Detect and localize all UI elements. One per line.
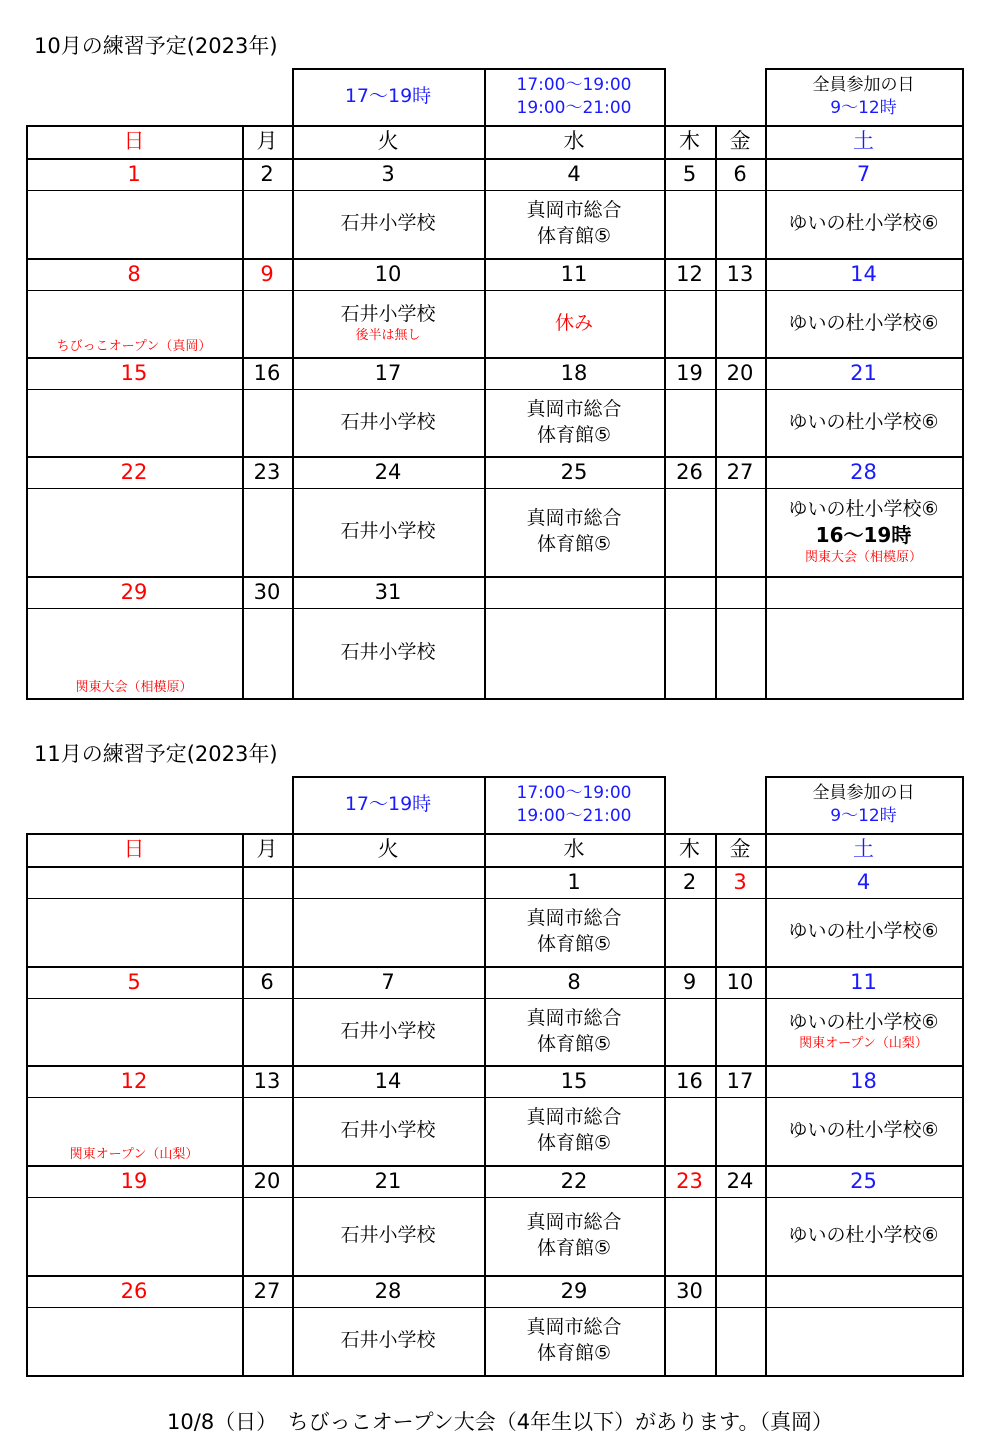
date-cell <box>242 1275 292 1307</box>
weekday-fri <box>715 125 765 158</box>
date-cell <box>484 1065 664 1097</box>
weekday-tue <box>292 833 484 866</box>
date-number: 16 <box>676 1068 703 1093</box>
weekday-label: 木 <box>679 837 700 862</box>
date-number: 18 <box>560 360 588 385</box>
date-number: 14 <box>850 261 877 286</box>
date-number: 22 <box>560 1168 588 1193</box>
date-number: 10 <box>374 261 402 286</box>
grid-line <box>26 258 962 260</box>
weekday-thu <box>664 833 715 866</box>
grid-line <box>26 488 962 489</box>
venue-text: ゆいの杜小学校⑥ <box>788 311 939 334</box>
date-number: 21 <box>374 1168 402 1193</box>
date-cell <box>26 158 242 190</box>
tue-activity <box>292 290 484 357</box>
date-number: 27 <box>253 1278 281 1303</box>
date-cell <box>664 456 715 488</box>
date-number: 28 <box>374 1278 402 1303</box>
date-number: 19 <box>676 360 703 385</box>
venue-text: 真岡市総合 <box>526 507 622 530</box>
date-cell <box>292 1065 484 1097</box>
grid-line <box>715 833 717 1377</box>
date-cell <box>242 456 292 488</box>
header-note-text: 17:00～19:00 <box>516 74 632 95</box>
date-cell <box>242 158 292 190</box>
date-number: 25 <box>850 1168 877 1193</box>
sat-note: 関東オープン（山梨） <box>799 1036 928 1052</box>
grid-line <box>26 966 962 968</box>
venue-text: 石井小学校 <box>340 520 436 543</box>
date-cell <box>292 456 484 488</box>
header-note-text: 19:00～21:00 <box>516 805 632 826</box>
date-number: 7 <box>856 161 871 186</box>
weekday-mon <box>242 833 292 866</box>
weekday-fri <box>715 833 765 866</box>
date-number: 11 <box>850 969 877 994</box>
grid-line <box>26 290 962 291</box>
date-cell <box>715 158 765 190</box>
venue-text: 石井小学校 <box>340 1224 436 1247</box>
venue-text: 体育館⑤ <box>536 933 612 955</box>
weekday-sun <box>26 833 242 866</box>
date-number: 3 <box>733 869 747 894</box>
grid-line <box>26 898 962 899</box>
venue-text: 体育館⑤ <box>536 1237 612 1259</box>
grid-line <box>292 68 294 700</box>
grid-line <box>26 389 962 390</box>
sun-note: ちびっこオープン（真岡） <box>56 339 212 354</box>
grid-line <box>242 833 244 1377</box>
wed-activity <box>484 1307 664 1375</box>
venue-text: ゆいの杜小学校⑥ <box>788 1010 939 1033</box>
date-cell <box>715 456 765 488</box>
venue-text: ゆいの杜小学校⑥ <box>788 1224 939 1247</box>
grid-line <box>26 1375 962 1377</box>
tue-note: 後半は無し <box>355 328 421 344</box>
weekday-wed <box>484 833 664 866</box>
date-number: 27 <box>726 459 754 484</box>
date-cell <box>765 1165 962 1197</box>
date-cell <box>26 1275 242 1307</box>
date-cell <box>292 258 484 290</box>
date-cell <box>26 258 242 290</box>
header-note-text: 19:00～21:00 <box>516 97 632 118</box>
weekday-sun <box>26 125 242 158</box>
grid-line <box>26 608 962 609</box>
venue-text: 体育館⑤ <box>536 1342 612 1364</box>
grid-line <box>484 776 486 1377</box>
venue-text: 真岡市総合 <box>526 1316 622 1339</box>
tue-activity <box>292 488 484 576</box>
wed-activity <box>484 290 664 357</box>
header-note-tue <box>292 776 484 833</box>
tue-activity <box>292 190 484 258</box>
weekday-label: 土 <box>853 837 874 862</box>
date-number: 8 <box>127 261 141 286</box>
grid-line <box>26 125 962 127</box>
date-cell <box>484 866 664 898</box>
venue-text: 真岡市総合 <box>526 1006 622 1029</box>
venue-text: 体育館⑤ <box>536 533 612 555</box>
date-cell <box>765 357 962 389</box>
venue-text: 体育館⑤ <box>536 225 612 247</box>
weekday-label: 土 <box>853 129 874 154</box>
date-number: 15 <box>120 360 148 385</box>
grid-line <box>26 1097 962 1098</box>
grid-line <box>664 776 666 1377</box>
sat-activity <box>765 998 962 1065</box>
grid-line <box>962 68 964 700</box>
date-cell <box>292 1275 484 1307</box>
date-number: 3 <box>381 161 395 186</box>
date-number: 2 <box>682 869 697 894</box>
date-number: 2 <box>260 161 274 186</box>
month-title: 11月の練習予定(2023年) <box>34 742 278 766</box>
wed-activity <box>484 389 664 456</box>
venue-text: ゆいの杜小学校⑥ <box>788 497 939 520</box>
venue-text: 石井小学校 <box>340 410 436 433</box>
tue-activity <box>292 1097 484 1165</box>
date-cell <box>664 1165 715 1197</box>
wed-activity <box>484 898 664 966</box>
sat-activity <box>765 190 962 258</box>
venue-text: 真岡市総合 <box>526 1106 622 1129</box>
grid-line <box>26 357 962 359</box>
date-cell <box>715 258 765 290</box>
venue-text: ゆいの杜小学校⑥ <box>788 410 939 433</box>
header-note-wed <box>484 776 664 833</box>
weekday-label: 火 <box>377 129 399 154</box>
weekday-label: 月 <box>256 837 278 862</box>
date-number: 8 <box>567 969 581 994</box>
date-cell <box>484 456 664 488</box>
venue-text: 体育館⑤ <box>536 1132 612 1154</box>
header-note-text: 17～19時 <box>344 792 432 815</box>
date-number: 20 <box>253 1168 281 1193</box>
weekday-label: 火 <box>377 837 399 862</box>
date-cell <box>292 576 484 608</box>
wed-activity <box>484 190 664 258</box>
date-number: 28 <box>850 459 877 484</box>
date-number: 4 <box>856 869 871 894</box>
date-cell <box>242 357 292 389</box>
grid-line <box>715 125 717 700</box>
date-cell <box>292 158 484 190</box>
special-time: 16～19時 <box>815 523 912 548</box>
date-cell <box>715 866 765 898</box>
grid-line <box>26 1165 962 1167</box>
grid-line <box>26 1275 962 1277</box>
weekday-label: 月 <box>256 129 278 154</box>
sat-activity <box>765 1097 962 1165</box>
date-number: 12 <box>120 1068 148 1093</box>
date-cell <box>242 1165 292 1197</box>
date-cell <box>765 258 962 290</box>
date-number: 24 <box>374 459 402 484</box>
venue-text: ゆいの杜小学校⑥ <box>788 1119 939 1142</box>
date-cell <box>765 456 962 488</box>
grid-line <box>26 456 962 458</box>
date-number: 7 <box>381 969 395 994</box>
header-note-text: 17:00～19:00 <box>516 782 632 803</box>
date-cell <box>664 866 715 898</box>
header-note-text: 全員参加の日 <box>812 782 915 803</box>
date-number: 9 <box>260 261 274 286</box>
tue-activity <box>292 608 484 698</box>
sat-activity <box>765 389 962 456</box>
date-cell <box>765 1065 962 1097</box>
month-title: 10月の練習予定(2023年) <box>34 34 278 58</box>
wed-activity <box>484 1097 664 1165</box>
date-cell <box>242 576 292 608</box>
header-note-sat <box>765 68 962 125</box>
date-number: 24 <box>726 1168 754 1193</box>
grid-line <box>484 68 486 700</box>
date-cell <box>292 1165 484 1197</box>
date-cell <box>664 357 715 389</box>
weekday-tue <box>292 125 484 158</box>
grid-line <box>26 1065 962 1067</box>
sun-note: 関東大会（相模原） <box>75 680 193 695</box>
date-number: 15 <box>560 1068 588 1093</box>
date-number: 19 <box>120 1168 148 1193</box>
header-note-text: 9～12時 <box>830 97 897 118</box>
date-cell <box>715 1165 765 1197</box>
tue-activity <box>292 1307 484 1375</box>
venue-text: 石井小学校 <box>340 1019 436 1042</box>
date-cell <box>715 966 765 998</box>
weekday-label: 木 <box>679 129 700 154</box>
date-number: 21 <box>850 360 877 385</box>
sat-activity <box>765 898 962 966</box>
weekday-mon <box>242 125 292 158</box>
date-cell <box>715 1065 765 1097</box>
grid-line <box>242 125 244 700</box>
grid-line <box>26 698 962 700</box>
weekday-label: 金 <box>729 837 751 862</box>
header-note-text: 9～12時 <box>830 805 897 826</box>
weekday-thu <box>664 125 715 158</box>
date-cell <box>765 158 962 190</box>
header-note-tue <box>292 68 484 125</box>
date-cell <box>26 1165 242 1197</box>
grid-line <box>26 866 962 868</box>
date-number: 13 <box>726 261 754 286</box>
header-note-wed <box>484 68 664 125</box>
weekday-wed <box>484 125 664 158</box>
tue-activity <box>292 1197 484 1275</box>
date-cell <box>242 1065 292 1097</box>
venue-text: 体育館⑤ <box>536 423 612 446</box>
sat-activity <box>765 290 962 357</box>
wed-activity <box>484 1197 664 1275</box>
date-cell <box>765 966 962 998</box>
grid-line <box>26 833 962 835</box>
venue-text: ゆいの杜小学校⑥ <box>788 920 939 943</box>
date-number: 6 <box>733 161 747 186</box>
grid-line <box>26 1197 962 1198</box>
date-cell <box>664 258 715 290</box>
date-number: 22 <box>120 459 148 484</box>
date-cell <box>242 258 292 290</box>
date-cell <box>484 357 664 389</box>
date-number: 13 <box>253 1068 281 1093</box>
date-number: 23 <box>253 459 281 484</box>
date-number: 26 <box>676 459 703 484</box>
grid-line <box>26 998 962 999</box>
date-cell <box>242 966 292 998</box>
date-number: 14 <box>374 1068 402 1093</box>
date-cell <box>664 1275 715 1307</box>
date-cell <box>292 357 484 389</box>
date-number: 18 <box>850 1068 877 1093</box>
weekday-label: 日 <box>123 837 145 862</box>
holiday-text: 休み <box>554 311 593 334</box>
date-cell <box>664 158 715 190</box>
venue-text: 真岡市総合 <box>526 397 622 420</box>
date-cell <box>664 1065 715 1097</box>
venue-text: 石井小学校 <box>340 302 436 325</box>
grid-line <box>26 158 962 160</box>
date-number: 4 <box>567 161 581 186</box>
date-cell <box>484 258 664 290</box>
tue-activity <box>292 389 484 456</box>
wed-activity <box>484 998 664 1065</box>
weekday-label: 金 <box>729 129 751 154</box>
sun-note: 関東オープン（山梨） <box>69 1147 199 1162</box>
date-cell <box>26 576 242 608</box>
venue-text: 石井小学校 <box>340 641 436 664</box>
venue-text: 真岡市総合 <box>526 1211 622 1234</box>
sat-activity <box>765 1197 962 1275</box>
grid-line <box>765 68 767 700</box>
weekday-label: 日 <box>123 129 145 154</box>
grid-line <box>26 190 962 191</box>
date-number: 29 <box>560 1278 588 1303</box>
grid-line <box>292 776 294 1377</box>
date-number: 11 <box>560 261 588 286</box>
grid-line <box>962 776 964 1377</box>
grid-line <box>26 576 962 578</box>
date-number: 5 <box>682 161 697 186</box>
venue-text: 体育館⑤ <box>536 1032 612 1055</box>
date-number: 1 <box>127 161 141 186</box>
date-number: 17 <box>726 1068 754 1093</box>
date-number: 29 <box>120 579 148 604</box>
date-number: 9 <box>682 969 697 994</box>
header-note-text: 17～19時 <box>344 84 432 107</box>
date-number: 17 <box>374 360 402 385</box>
date-cell <box>26 456 242 488</box>
date-number: 25 <box>560 459 588 484</box>
grid-line <box>765 776 767 1377</box>
date-number: 10 <box>726 969 754 994</box>
date-number: 5 <box>127 969 141 994</box>
tue-activity <box>292 998 484 1065</box>
grid-line <box>26 125 28 700</box>
header-note-sat <box>765 776 962 833</box>
venue-text: ゆいの杜小学校⑥ <box>788 212 939 235</box>
date-number: 1 <box>567 869 581 894</box>
venue-text: 石井小学校 <box>340 212 436 235</box>
grid-line <box>664 68 666 700</box>
date-cell <box>484 158 664 190</box>
sat-note: 関東大会（相模原） <box>804 550 922 566</box>
grid-line <box>26 833 28 1377</box>
date-number: 6 <box>260 969 274 994</box>
header-note-text: 全員参加の日 <box>812 74 915 95</box>
weekday-label: 水 <box>563 837 585 862</box>
wed-activity <box>484 488 664 576</box>
weekday-label: 水 <box>563 129 585 154</box>
date-number: 31 <box>374 579 402 604</box>
date-cell <box>484 966 664 998</box>
date-cell <box>664 966 715 998</box>
date-cell <box>292 966 484 998</box>
date-cell <box>484 1165 664 1197</box>
weekday-sat <box>765 833 962 866</box>
date-number: 23 <box>676 1168 703 1193</box>
date-cell <box>26 966 242 998</box>
date-number: 16 <box>253 360 281 385</box>
date-cell <box>484 1275 664 1307</box>
grid-line <box>26 1307 962 1308</box>
date-number: 12 <box>676 261 703 286</box>
venue-text: 石井小学校 <box>340 1119 436 1142</box>
date-cell <box>765 866 962 898</box>
date-cell <box>715 357 765 389</box>
venue-text: 石井小学校 <box>340 1329 436 1352</box>
date-cell <box>26 1065 242 1097</box>
weekday-sat <box>765 125 962 158</box>
venue-text: 真岡市総合 <box>526 907 622 930</box>
date-number: 26 <box>120 1278 148 1303</box>
date-number: 20 <box>726 360 754 385</box>
date-number: 30 <box>253 579 281 604</box>
date-number: 30 <box>676 1278 703 1303</box>
sat-activity <box>765 488 962 576</box>
venue-text: 真岡市総合 <box>526 199 622 222</box>
footer-note: 10/8（日） ちびっこオープン大会（4年生以下）があります。（真岡） <box>167 1410 833 1434</box>
date-cell <box>26 357 242 389</box>
